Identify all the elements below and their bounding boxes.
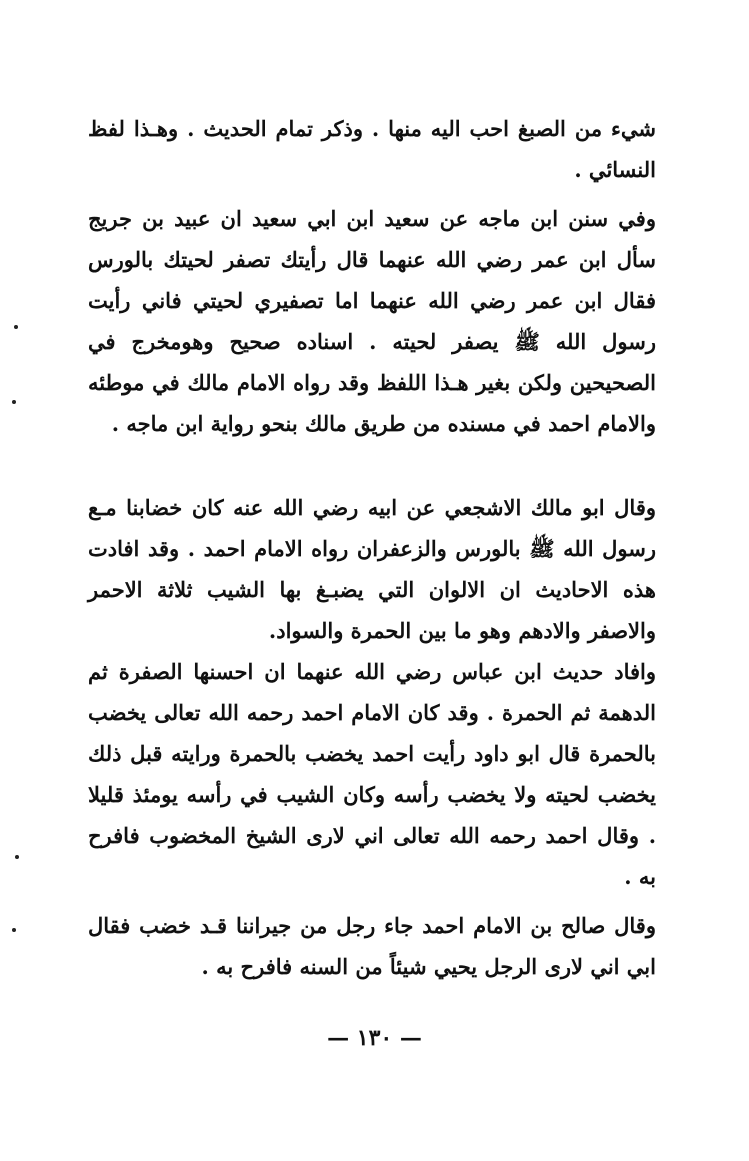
paragraph-2: وفي سنن ابن ماجه عن سعيد ابن ابي سعيد ان عبيد بن جريج سأل ابن عمر رضي الله عنهما قال رأيتك تصفر لحيتك بالورس فقال ابن عمر رضي الله عنهما اما تصفيري لحيتي فاني رأيت رسول الله ﷺ يصفر لحيته . اسناده صحيح وهومخرج في الصحيحين ولكن بغير هـذا اللفظ وقد رواه الامام مالك في موطئه والامام احمد في مسنده من طريق مالك بنحو رواية ابن ماجه . [88,206,656,436]
paragraph-5: وقال صالح بن الامام احمد جاء رجل من جيراننا قـد خضب فقال ابي اني لارى الرجل يحيي شيئاً من السنه فافرح به . [88,913,656,979]
page-number: — ١٣٠ — [327,1025,422,1051]
scan-speck [15,855,19,859]
scan-speck [14,325,18,329]
scan-speck [12,928,16,932]
paragraph-3: وقال ابو مالك الاشجعي عن ابيه رضي الله عنه كان خضابنا مـع رسول الله ﷺ بالورس والزعفران رواه الامام احمد . وقد افادت هذه الاحاديث ان الالوان التي يضبـغ بها الشيب ثلاثة الاحمر والاصفر والادهم وهو ما بين الحمرة والسواد. [88,495,656,643]
scan-speck [12,400,16,404]
paragraph-1: شيء من الصبغ احب اليه منها . وذكر تمام الحديث . وهـذا لفظ النسائي . [88,116,656,182]
paragraph-4: وافاد حديث ابن عباس رضي الله عنهما ان احسنها الصفرة ثم الدهمة ثم الحمرة . وقد كان الامام احمد رحمه الله تعالى يخضب بالحمرة قال ابو داود رأيت احمد يخضب بالحمرة ورايته قبل ذلك يخضب لحيته ولا يخضب رأسه وكان الشيب في رأسه يومئذ قليلا . وقال احمد رحمه الله تعالى اني لارى الشيخ المخضوب فافرح به . [88,659,656,889]
